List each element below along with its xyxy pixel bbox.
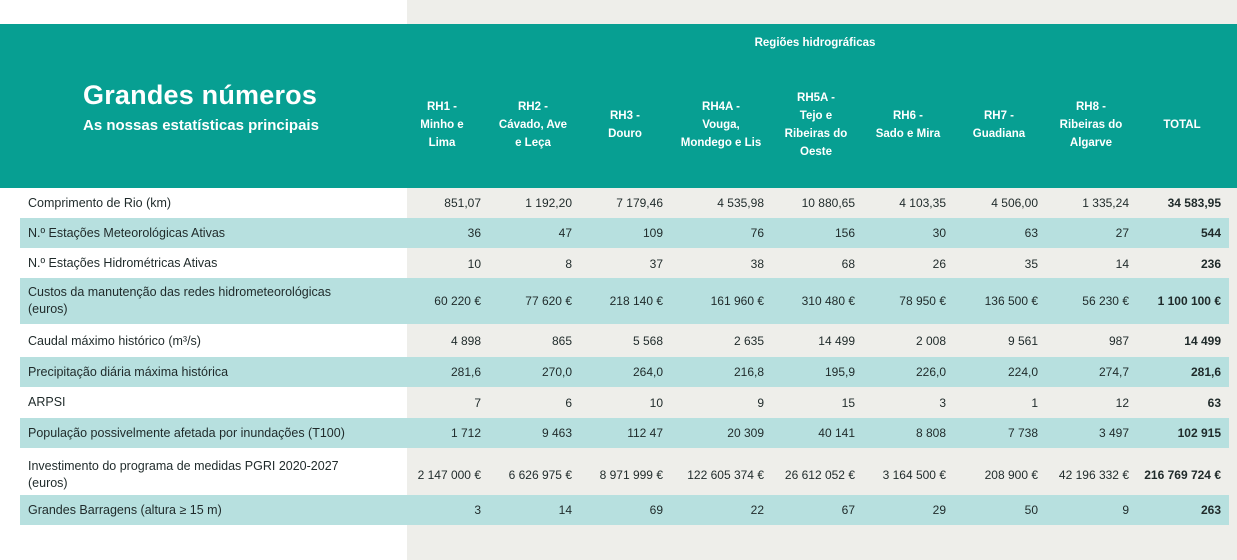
column-header-line: RH8 - [1075,101,1106,113]
row-label-line: (euros) [28,302,68,316]
row-label-line: Caudal máximo histórico (m³/s) [28,333,201,348]
table-row [20,326,1229,356]
column-header-line: Cávado, Ave [498,119,568,131]
column-header-line: Douro [608,128,642,140]
value-cell: 14 [1115,256,1129,271]
column-header-line: RH4A - [702,101,740,113]
value-cell: 38 [750,256,764,271]
value-cell: 6 [565,395,572,410]
value-cell: 2 008 [915,334,946,348]
column-header-line: Vouga, [702,119,740,131]
row-label [28,388,378,417]
value-cell: 1 712 [450,426,481,440]
row-label-line: Grandes Barragens (altura ≥ 15 m) [28,502,222,517]
value-cell: 9 463 [541,426,572,440]
value-cell: 15 [841,395,855,410]
column-header-region [402,90,482,160]
value-cell: 7 179,46 [616,196,663,210]
value-cell: 9 [757,395,764,410]
total-cell: 544 [1200,226,1221,240]
value-cell: 224,0 [1007,365,1038,379]
column-header-total [1142,90,1222,160]
value-cell: 112 47 [627,426,663,440]
value-cell: 37 [649,256,663,271]
value-cell: 1 192,20 [525,196,572,210]
value-cell: 156 [834,226,855,240]
value-cell: 5 568 [632,334,663,348]
table-header [0,24,1237,188]
column-group-label: Regiões hidrográficas [754,37,876,49]
value-cell: 14 [558,503,572,517]
column-header-region [671,90,771,160]
value-cell: 4 506,00 [991,196,1038,210]
value-cell: 195,9 [824,365,855,379]
value-cell: 208 900 € [984,468,1038,482]
column-header-line: Algarve [1069,137,1113,149]
table-row [20,218,1229,248]
value-cell: 8 808 [915,426,946,440]
value-cell: 36 [467,226,481,240]
column-header-line: Guadiana [972,128,1026,140]
column-header-line: TOTAL [1163,119,1201,131]
total-cell: 281,6 [1190,365,1221,379]
value-cell: 56 230 € [1082,294,1129,308]
column-header-line: Mondego e Lis [680,137,762,149]
row-label-line: População possivelmente afetada por inundações (T100) [28,425,345,440]
value-cell: 27 [1115,226,1129,240]
row-label [28,249,378,278]
value-cell: 20 309 [727,426,764,440]
row-label-line: N.º Estações Hidrométricas Ativas [28,256,218,270]
value-cell: 4 898 [450,334,481,348]
value-cell: 270,0 [541,365,572,379]
value-cell: 67 [841,503,855,517]
column-header-region [487,90,579,160]
value-cell: 10 [649,395,663,410]
table-row [20,495,1229,525]
column-header-line: Ribeiras do [1059,119,1123,131]
value-cell: 63 [1024,226,1038,240]
table-row [20,249,1229,278]
value-cell: 7 [474,395,481,410]
value-cell: 10 [467,256,481,271]
value-cell: 8 [565,256,572,271]
page-title: Grandes números [83,80,318,110]
total-cell: 216 769 724 € [1144,468,1221,482]
value-cell: 987 [1108,334,1129,348]
column-header-line: Sado e Mira [875,128,941,140]
column-header-region [585,90,665,160]
value-cell: 26 612 052 € [784,468,855,482]
value-cell: 3 [474,503,481,517]
value-cell: 2 635 [733,334,764,348]
value-cell: 310 480 € [801,294,855,308]
value-cell: 2 147 000 € [417,468,481,482]
statistics-table [0,24,1237,526]
value-cell: 122 605 374 € [687,468,764,482]
column-header-line: Minho e [420,119,464,131]
total-cell: 1 100 100 € [1157,294,1221,308]
value-cell: 3 164 500 € [882,468,946,482]
value-cell: 6 626 975 € [508,468,572,482]
table-row [20,456,1229,494]
value-cell: 109 [642,226,663,240]
row-label-line: (euros) [28,476,68,490]
value-cell: 136 500 € [984,294,1038,308]
value-cell: 274,7 [1098,365,1129,379]
row-label [28,326,378,356]
value-cell: 9 561 [1007,334,1038,348]
total-cell: 102 915 [1177,426,1221,440]
column-header-line: e Leça [515,137,551,149]
value-cell: 218 140 € [609,294,663,308]
value-cell: 8 971 999 € [599,468,663,482]
row-label [28,456,378,494]
value-cell: 865 [551,334,572,348]
column-header-line: RH3 - [609,110,640,122]
column-header-region [771,90,861,160]
page-subtitle: As nossas estatísticas principais [83,117,319,134]
value-cell: 4 103,35 [899,196,946,210]
value-cell: 1 [1031,395,1038,410]
row-label-line: N.º Estações Meteorológicas Ativas [28,225,226,240]
total-cell: 236 [1200,256,1221,271]
row-label [28,357,378,387]
row-label [28,218,378,248]
value-cell: 14 499 [818,334,855,348]
value-cell: 12 [1115,395,1129,410]
value-cell: 35 [1024,256,1038,271]
value-cell: 47 [558,226,572,240]
column-header-line: RH1 - [426,101,457,113]
value-cell: 3 [939,395,946,410]
row-label [28,495,378,525]
column-header-line: RH2 - [517,101,549,113]
value-cell: 1 335,24 [1082,196,1129,210]
column-header-line: Tejo e [799,110,833,122]
column-header-line: RH5A - [797,92,835,104]
table-row [20,418,1229,448]
value-cell: 4 535,98 [717,196,764,210]
value-cell: 851,07 [444,196,481,210]
value-cell: 3 497 [1098,426,1129,440]
table-row [20,189,1229,217]
row-label [28,278,378,324]
value-cell: 22 [750,503,764,517]
value-cell: 281,6 [450,365,481,379]
column-header-region [959,90,1039,160]
row-label-line: Comprimento de Rio (km) [28,195,172,210]
column-header-line: Oeste [800,146,832,158]
value-cell: 216,8 [733,365,764,379]
row-label-line: Precipitação diária máxima histórica [28,364,229,379]
total-cell: 14 499 [1184,334,1221,348]
value-cell: 161 960 € [710,294,764,308]
row-label [28,418,378,448]
value-cell: 60 220 € [434,294,481,308]
value-cell: 42 196 332 € [1058,468,1129,482]
row-label-line: Investimento do programa de medidas PGRI 2020-2027 [28,459,339,473]
value-cell: 29 [932,503,946,517]
column-header-line: Ribeiras do [784,128,848,140]
value-cell: 9 [1122,503,1129,517]
value-cell: 26 [932,256,946,271]
column-header-line: RH7 - [983,110,1015,122]
value-cell: 76 [750,226,764,240]
row-label [28,189,378,217]
row-label-line: ARPSI [28,395,66,409]
table-row [20,388,1229,417]
column-header-region [1045,90,1137,160]
row-label-line: Custos da manutenção das redes hidrometeorológicas [28,285,331,299]
table-row [20,357,1229,387]
value-cell: 68 [841,256,855,271]
value-cell: 30 [932,226,946,240]
value-cell: 264,0 [632,365,663,379]
column-header-line: RH6 - [892,110,924,122]
value-cell: 78 950 € [899,294,946,308]
value-cell: 69 [649,503,663,517]
column-header-region [865,90,951,160]
total-cell: 263 [1200,503,1221,517]
total-cell: 63 [1207,395,1221,410]
value-cell: 40 141 [818,426,855,440]
value-cell: 226,0 [915,365,946,379]
value-cell: 7 738 [1007,426,1038,440]
total-cell: 34 583,95 [1167,196,1221,210]
value-cell: 10 880,65 [801,196,855,210]
value-cell: 77 620 € [525,294,572,308]
table-row [20,278,1229,324]
value-cell: 50 [1024,503,1038,517]
column-header-line: Lima [428,137,456,149]
